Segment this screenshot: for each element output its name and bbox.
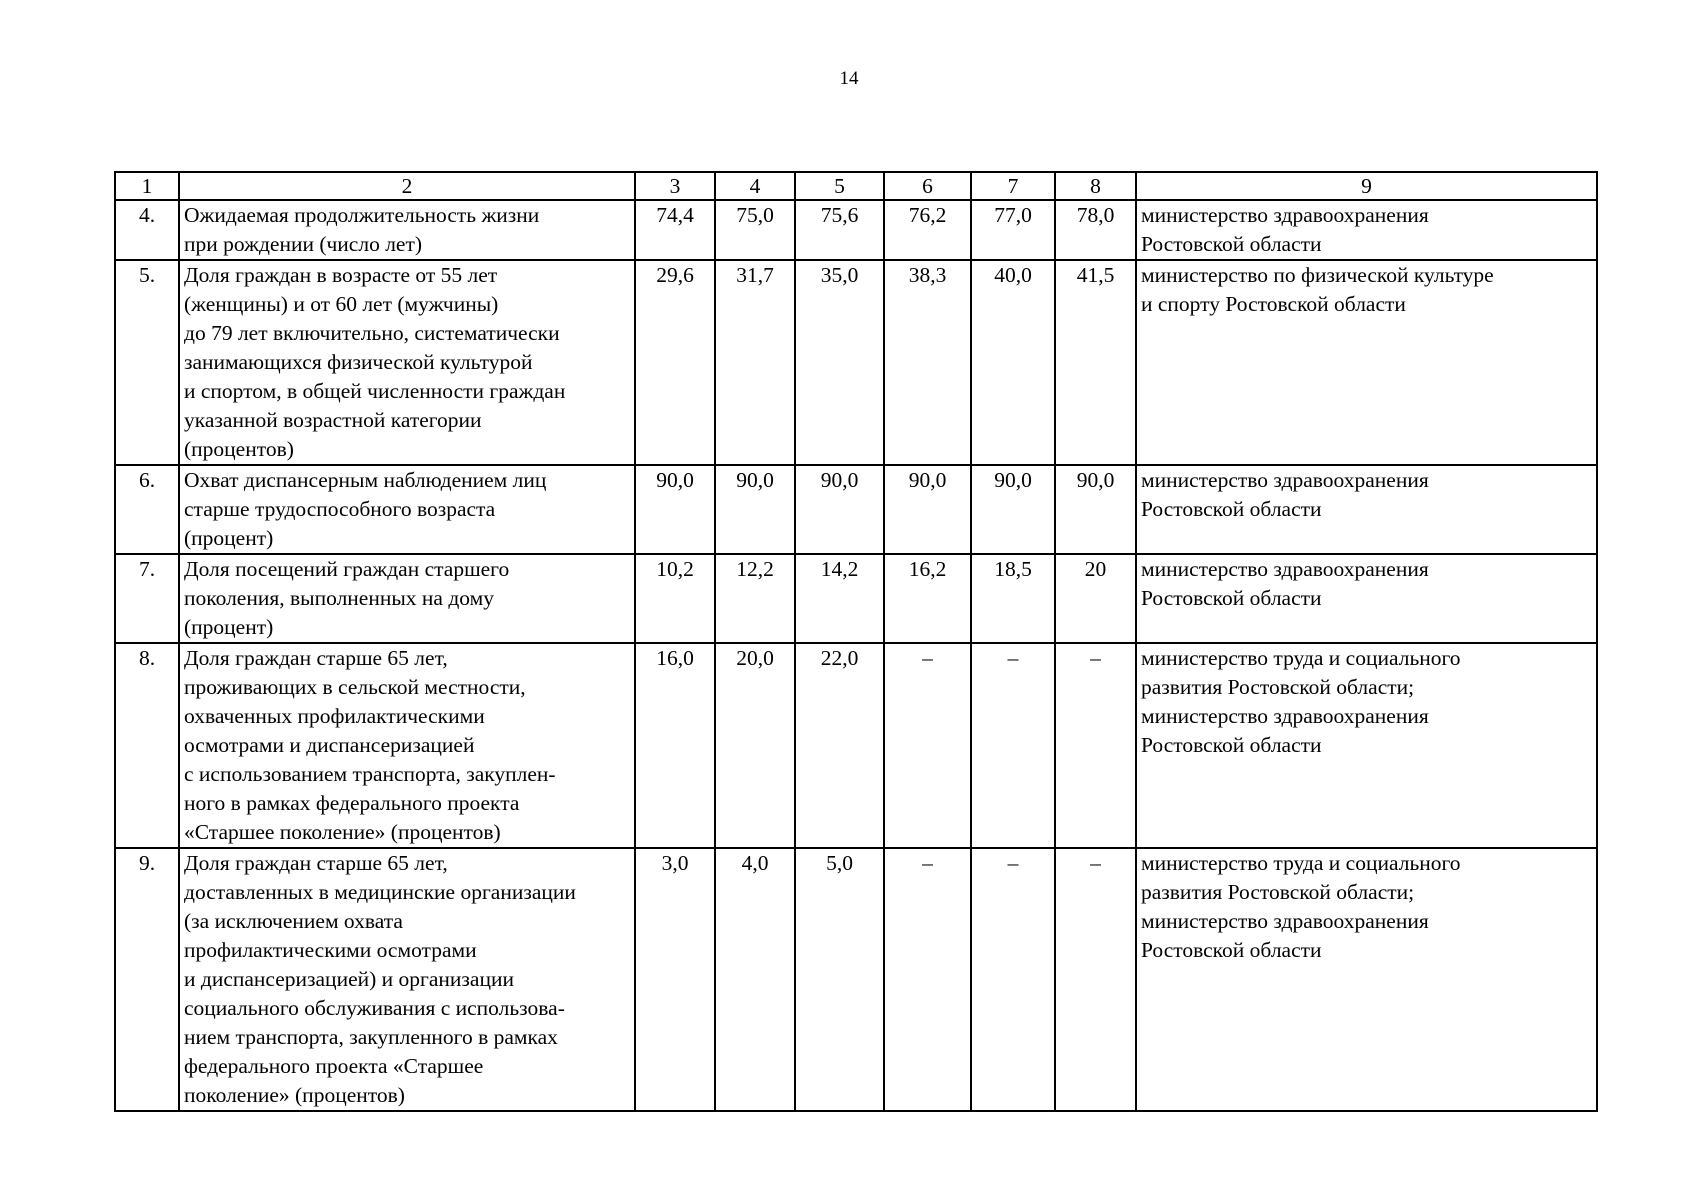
indicator-value: 90,0 — [715, 465, 795, 554]
indicator-value: 16,2 — [884, 554, 971, 643]
indicator-value: 38,3 — [884, 260, 971, 465]
responsible-body — [1136, 465, 1597, 554]
column-header: 7 — [971, 172, 1055, 200]
responsible-body — [1136, 643, 1597, 848]
indicator-value: 75,6 — [795, 200, 884, 260]
page-number: 14 — [839, 68, 859, 89]
indicator-value: 10,2 — [635, 554, 715, 643]
indicator-value: 74,4 — [635, 200, 715, 260]
indicator-name — [179, 465, 635, 554]
indicator-name — [179, 848, 635, 1111]
column-header: 4 — [715, 172, 795, 200]
table-row — [115, 554, 1597, 643]
indicator-value: 90,0 — [884, 465, 971, 554]
column-header: 2 — [179, 172, 635, 200]
indicator-value: 4,0 — [715, 848, 795, 1111]
row-number: 7. — [115, 554, 179, 643]
column-header: 3 — [635, 172, 715, 200]
responsible-body — [1136, 848, 1597, 1111]
indicator-name-text: Доля граждан в возрасте от 55 лет (женщины) и от 60 лет (мужчины) до 79 лет включительно, систематически занимающихся физической культурой и спортом, в общей численности граждан указанной возрастной категории (процентов) — [184, 263, 566, 461]
indicator-value: 78,0 — [1055, 200, 1136, 260]
indicator-value: 90,0 — [795, 465, 884, 554]
indicator-value: 18,5 — [971, 554, 1055, 643]
indicator-value: 20 — [1055, 554, 1136, 643]
responsible-body-text: министерство здравоохранения Ростовской области — [1141, 468, 1429, 521]
indicator-value: 3,0 — [635, 848, 715, 1111]
responsible-body-text: министерство здравоохранения Ростовской области — [1141, 203, 1429, 256]
indicators-table — [114, 171, 1598, 1112]
indicator-value: 14,2 — [795, 554, 884, 643]
responsible-body-text: министерство труда и социального развития Ростовской области; министерство здравоохранения Ростовской области — [1141, 646, 1461, 757]
indicator-name — [179, 260, 635, 465]
table-row — [115, 200, 1597, 260]
indicator-name-text: Доля посещений граждан старшего поколения, выполненных на дому (процент) — [184, 557, 510, 639]
indicator-value: 5,0 — [795, 848, 884, 1111]
row-number: 6. — [115, 465, 179, 554]
indicator-name — [179, 643, 635, 848]
responsible-body — [1136, 200, 1597, 260]
indicator-value: – — [884, 848, 971, 1111]
indicator-value: 90,0 — [635, 465, 715, 554]
responsible-body-text: министерство труда и социального развития Ростовской области; министерство здравоохранения Ростовской области — [1141, 851, 1461, 962]
table-row — [115, 465, 1597, 554]
indicator-name-text: Ожидаемая продолжительность жизни при рождении (число лет) — [184, 203, 540, 256]
indicator-value: 22,0 — [795, 643, 884, 848]
responsible-body-text: министерство здравоохранения Ростовской области — [1141, 557, 1429, 610]
indicator-value: 31,7 — [715, 260, 795, 465]
responsible-body-text: министерство по физической культуре и спорту Ростовской области — [1141, 263, 1494, 316]
indicator-name-text: Охват диспансерным наблюдением лиц старше трудоспособного возраста (процент) — [184, 468, 547, 550]
responsible-body — [1136, 260, 1597, 465]
row-number: 4. — [115, 200, 179, 260]
column-header: 9 — [1136, 172, 1597, 200]
indicator-value: 35,0 — [795, 260, 884, 465]
indicator-value: 90,0 — [1055, 465, 1136, 554]
column-header: 5 — [795, 172, 884, 200]
indicator-name-text: Доля граждан старше 65 лет, проживающих в сельской местности, охваченных профилактическими осмотрами и диспансеризацией с использованием транспорта, закуплен- ного в рамках федерального проекта «Старшее поколение» (процентов) — [184, 646, 556, 844]
indicator-value: – — [971, 848, 1055, 1111]
indicator-value: 29,6 — [635, 260, 715, 465]
indicator-value: 77,0 — [971, 200, 1055, 260]
indicator-value: 41,5 — [1055, 260, 1136, 465]
indicator-name — [179, 200, 635, 260]
column-header: 1 — [115, 172, 179, 200]
row-number: 9. — [115, 848, 179, 1111]
indicator-value: 90,0 — [971, 465, 1055, 554]
indicator-value: – — [884, 643, 971, 848]
indicator-value: 12,2 — [715, 554, 795, 643]
table-header-row — [115, 172, 1597, 200]
indicator-value: 76,2 — [884, 200, 971, 260]
row-number: 5. — [115, 260, 179, 465]
indicator-value: – — [971, 643, 1055, 848]
indicator-value: 40,0 — [971, 260, 1055, 465]
indicator-name — [179, 554, 635, 643]
responsible-body — [1136, 554, 1597, 643]
table-row — [115, 260, 1597, 465]
indicator-value: 75,0 — [715, 200, 795, 260]
indicator-value: 16,0 — [635, 643, 715, 848]
table-row — [115, 848, 1597, 1111]
indicator-value: 20,0 — [715, 643, 795, 848]
table-row — [115, 643, 1597, 848]
row-number: 8. — [115, 643, 179, 848]
indicator-value: – — [1055, 848, 1136, 1111]
column-header: 6 — [884, 172, 971, 200]
indicator-value: – — [1055, 643, 1136, 848]
indicator-name-text: Доля граждан старше 65 лет, доставленных в медицинские организации (за исключением охвата профилактическими осмотрами и диспансеризацией) и организации социального обслуживания с использова- нием транспорта, закупленного в рамках федерального проекта «Старшее поколение» (процентов) — [184, 851, 576, 1107]
column-header: 8 — [1055, 172, 1136, 200]
